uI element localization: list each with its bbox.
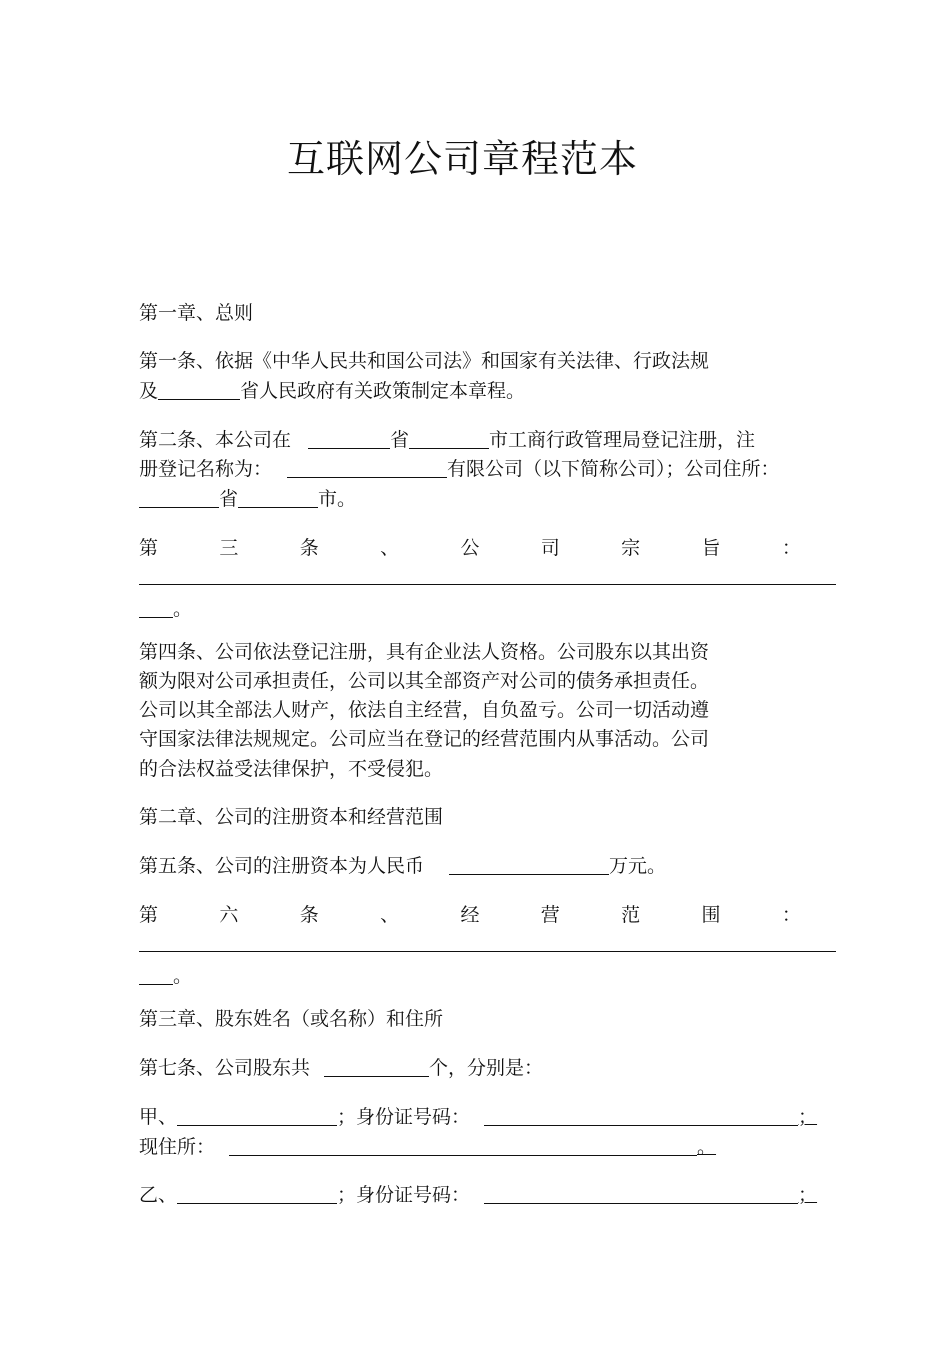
text-char: 旨 xyxy=(701,537,721,559)
text-char: 第 xyxy=(139,537,159,559)
blank-field-long[interactable] xyxy=(139,951,836,952)
text-char: 条 xyxy=(299,537,319,559)
text-char: ： xyxy=(781,904,801,926)
text-char: 宗 xyxy=(621,537,641,559)
blank-field[interactable] xyxy=(484,1105,798,1126)
text-char: 公 xyxy=(460,537,480,559)
text-span: 第二条、本公司在 xyxy=(139,429,292,451)
text-char: 条 xyxy=(299,904,319,926)
blank-field[interactable] xyxy=(324,1056,429,1077)
text-span: 省 xyxy=(219,488,239,510)
chapter-3-heading: 第三章、股东姓名（或名称）和住所 xyxy=(139,1008,444,1030)
text-char: 六 xyxy=(219,904,239,926)
text-span: 个，分别是： xyxy=(429,1057,544,1079)
text-span: 第七条、公司股东共 xyxy=(139,1057,311,1079)
blank-field[interactable] xyxy=(308,428,390,449)
text-span: 。 xyxy=(697,1136,717,1158)
article-1-line-2 xyxy=(139,376,525,406)
text-span: 现住所： xyxy=(139,1136,216,1158)
article-2-line-1 xyxy=(139,425,755,455)
blank-field[interactable] xyxy=(139,487,219,508)
text-span: ；身份证号码： xyxy=(337,1106,471,1128)
blank-field[interactable] xyxy=(409,428,489,449)
text-span: 市工商行政管理局登记注册，注 xyxy=(489,429,756,451)
text-span: ； xyxy=(798,1184,818,1206)
text-span: 省人民政府有关政策制定本章程。 xyxy=(240,380,526,402)
document-title: 互联网公司章程范本 xyxy=(286,137,638,181)
blank-field[interactable] xyxy=(229,1135,697,1156)
article-2-line-2 xyxy=(139,454,780,484)
text-char: 围 xyxy=(701,904,721,926)
text-char: 营 xyxy=(540,904,560,926)
blank-field[interactable] xyxy=(139,597,173,618)
article-4-line-3: 公司以其全部法人财产，依法自主经营，自负盈亏。公司一切活动遵 xyxy=(139,699,710,721)
text-span: ； xyxy=(798,1106,818,1128)
text-span: 省 xyxy=(390,429,410,451)
text-char: 、 xyxy=(380,537,400,559)
blank-field[interactable] xyxy=(177,1105,337,1126)
text-span: 市。 xyxy=(318,488,357,510)
blank-field[interactable] xyxy=(139,964,173,985)
article-1-line-1: 第一条、依据《中华人民共和国公司法》和国家有关法律、行政法规 xyxy=(139,350,710,372)
text-span: 册登记名称为： xyxy=(139,458,273,480)
text-span: 甲、 xyxy=(139,1106,178,1128)
text-span: 有限公司（以下简称公司）；公司住所： xyxy=(447,458,780,480)
blank-field[interactable] xyxy=(449,854,609,875)
blank-field[interactable] xyxy=(238,487,318,508)
article-4-line-1: 第四条、公司依法登记注册，具有企业法人资格。公司股东以其出资 xyxy=(139,641,710,663)
article-5 xyxy=(139,851,666,881)
blank-field[interactable] xyxy=(287,457,447,478)
text-char: 第 xyxy=(139,904,159,926)
shareholder-a-line-1 xyxy=(139,1102,817,1132)
shareholder-a-line-2 xyxy=(139,1132,716,1162)
article-4-line-2: 额为限对公司承担责任，公司以其全部资产对公司的债务承担责任。 xyxy=(139,670,710,692)
chapter-1-heading: 第一章、总则 xyxy=(139,302,254,324)
article-6-end xyxy=(139,961,192,991)
text-char: ： xyxy=(781,537,801,559)
text-char: 、 xyxy=(380,904,400,926)
blank-field[interactable] xyxy=(158,379,240,400)
text-span: 万元。 xyxy=(609,855,667,877)
blank-field-long[interactable] xyxy=(139,584,836,585)
shareholder-b-line-1 xyxy=(139,1180,817,1210)
text-span: ；身份证号码： xyxy=(337,1184,471,1206)
article-4-line-4: 守国家法律法规规定。公司应当在登记的经营范围内从事活动。公司 xyxy=(139,728,710,750)
article-2-line-3 xyxy=(139,484,356,514)
chapter-2-heading: 第二章、公司的注册资本和经营范围 xyxy=(139,806,444,828)
blank-field[interactable] xyxy=(177,1183,337,1204)
article-6-heading xyxy=(139,900,801,927)
text-span: 第五条、公司的注册资本为人民币 xyxy=(139,855,425,877)
article-3-end xyxy=(139,594,192,624)
text-span: 。 xyxy=(173,965,193,987)
text-span: 乙、 xyxy=(139,1184,178,1206)
article-4-line-5: 的合法权益受法律保护，不受侵犯。 xyxy=(139,758,444,780)
text-char: 经 xyxy=(460,904,480,926)
text-char: 三 xyxy=(219,537,239,559)
text-char: 司 xyxy=(540,537,560,559)
article-3-heading xyxy=(139,533,801,560)
text-char: 范 xyxy=(621,904,641,926)
text-span: 及 xyxy=(139,380,159,402)
blank-field[interactable] xyxy=(484,1183,798,1204)
article-7 xyxy=(139,1053,543,1083)
text-span: 。 xyxy=(173,598,193,620)
